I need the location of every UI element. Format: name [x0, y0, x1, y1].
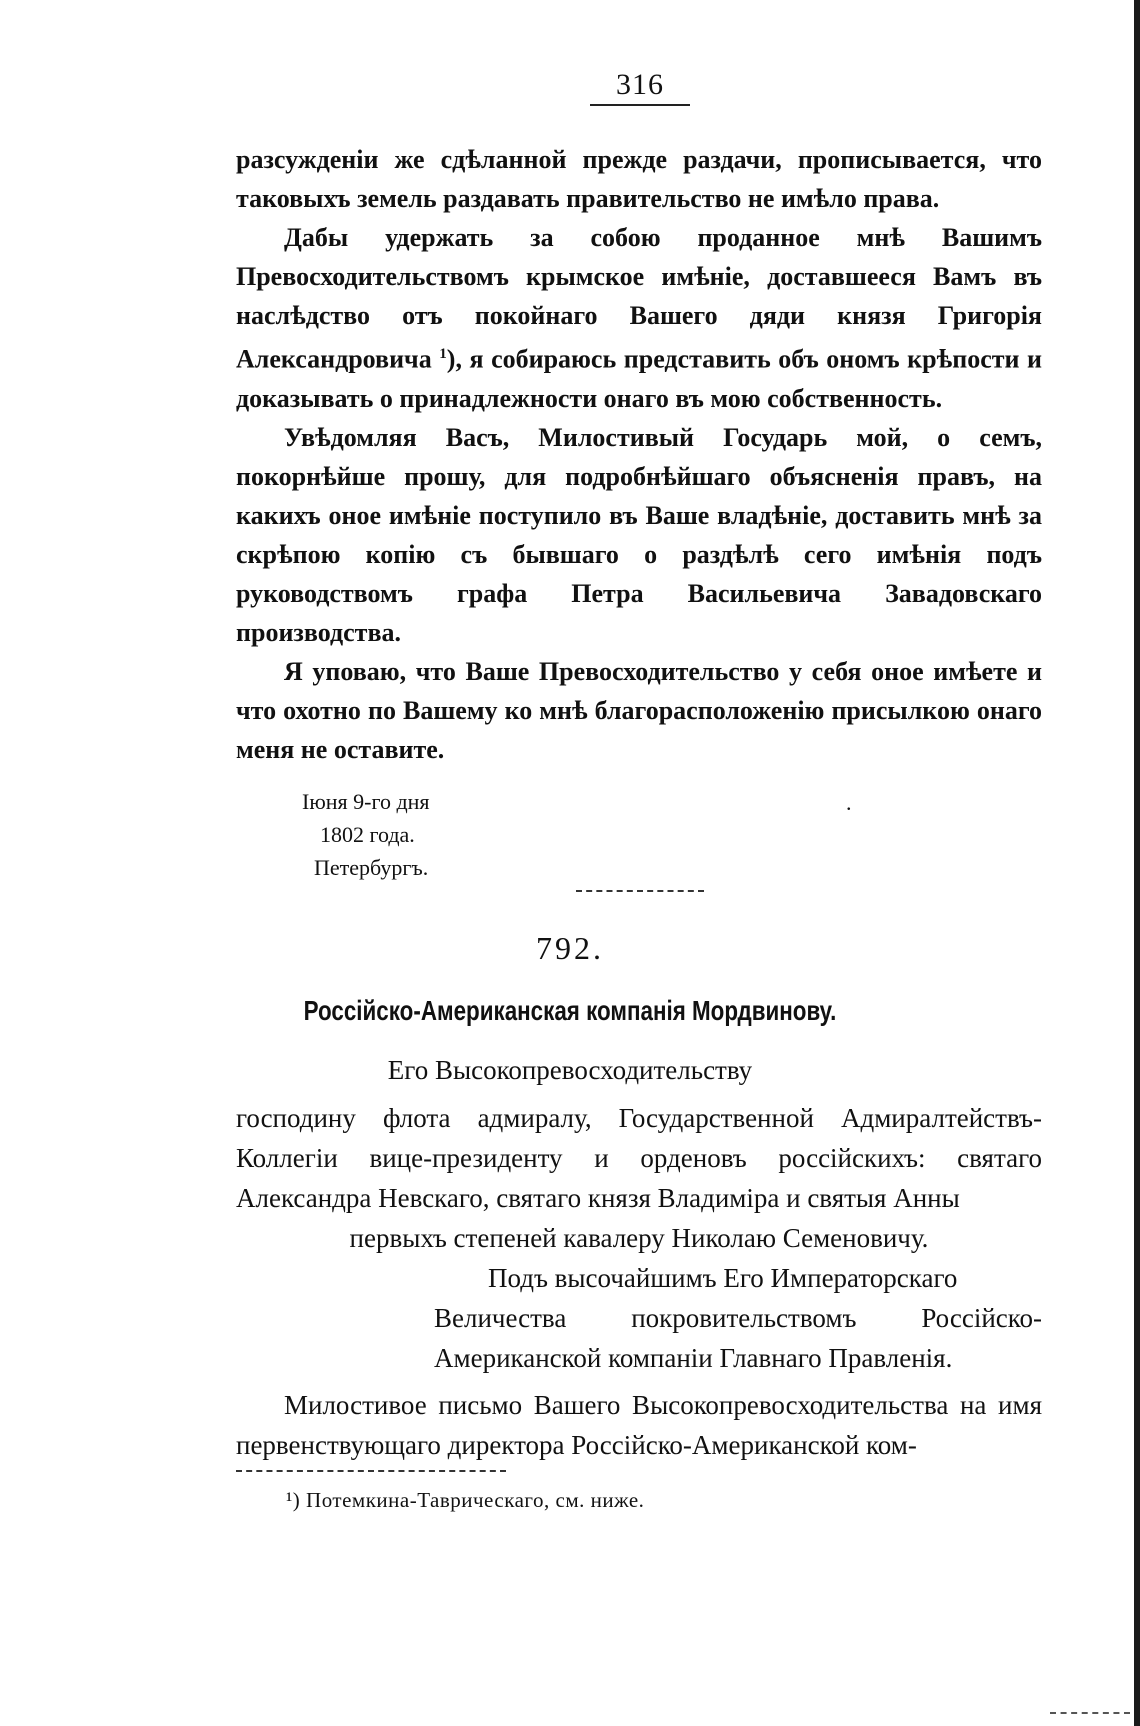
document-title: Россійско-Американская компанія Мордвинову.: [303, 995, 837, 1026]
footnote: [286, 1488, 644, 1513]
paragraph-3: Увѣдомляя Васъ, Милостивый Государь мой, о семъ, покорнѣйше прошу, для подробнѣйшаго объясненія правъ, на какихъ оное имѣніе поступило въ Ваше владѣніе, доставить мнѣ за скрѣпою копію съ бывшаго о раздѣлѣ сего имѣнія подъ руководствомъ графа Петра Васильевича Завадовскаго производства.: [236, 422, 1042, 647]
paragraph-2-continued: ), я собираюсь представить объ ономъ крѣпости и доказывать о принадлежности онаго въ мою собственность.: [236, 344, 1043, 413]
address-last-line: первыхъ степеней кавалеру Николаю Семеновичу.: [349, 1223, 929, 1253]
date-line-3: Петербургъ.: [314, 855, 429, 880]
signature-line-1: Подъ высочайшимъ Его Императорскаго: [488, 1263, 958, 1293]
date-line-1: Іюня 9-го дня: [302, 789, 430, 814]
paragraph-2: [236, 218, 1042, 418]
footnote-rule: [236, 1470, 506, 1472]
signature-block: [434, 1258, 1042, 1378]
page-edge-shadow: [1134, 0, 1140, 1726]
address-block: [236, 1098, 1042, 1258]
paragraph-2-text: Дабы удержать за собою проданное мнѣ Вашимъ Превосходительствомъ крымское имѣніе, доставшееся Вамъ въ наслѣдство отъ покойнаго Вашего дяди князя Григорія Александровича: [236, 223, 1042, 374]
stray-dot: .: [846, 790, 852, 815]
section-separator: [576, 890, 704, 892]
page-number: 316: [590, 68, 690, 106]
footnote-mark: ¹): [286, 1488, 301, 1512]
signature-rest: Величества покровительствомъ Россійско-Американской компаніи Главнаго Правленія.: [434, 1303, 1042, 1373]
letter-text: [236, 140, 1042, 769]
final-paragraph: Милостивое письмо Вашего Высокопревосходительства на имя первенствующаго директора Россійско-Американской ком-: [236, 1390, 1042, 1460]
edge-mark: [1050, 1712, 1130, 1714]
date-line-2: 1802 года.: [320, 822, 415, 847]
paragraph-4: Я уповаю, что Ваше Превосходительство у себя оное имѣете и что охотно по Вашему ко мнѣ благорасположенію присылкою онаго меня не оставите.: [236, 656, 1042, 764]
address-body: господину флота адмиралу, Государственной Адмиралтействъ-Коллегіи вице-президенту и орденовъ россійскихъ: святаго Александра Невскаго, святаго князя Владиміра и святыя Анны: [236, 1103, 1042, 1213]
footnote-text: Потемкина-Таврическаго, см. ниже.: [306, 1488, 645, 1512]
footnote-reference: 1: [439, 346, 447, 362]
document-number: 792.: [536, 930, 604, 966]
paragraph-1: разсужденіи же сдѣланной прежде раздачи, прописывается, что таковыхъ земель раздавать правительство не имѣло права.: [236, 145, 1042, 213]
letter-date: [302, 785, 430, 884]
final-paragraph-block: [236, 1385, 1042, 1465]
address-lead: Его Высокопревосходительству: [387, 1055, 753, 1085]
